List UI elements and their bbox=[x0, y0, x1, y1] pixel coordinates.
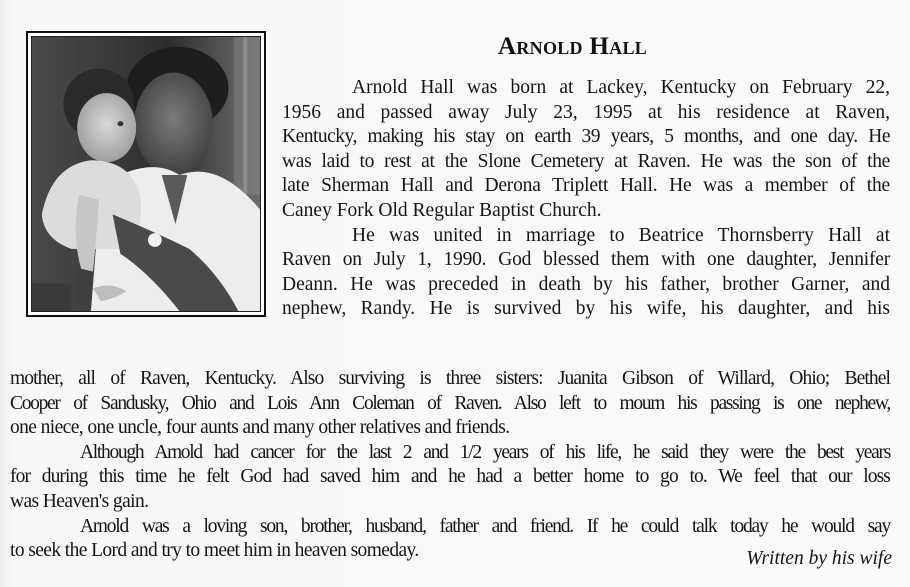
text-line: He was united in marriage to Beatrice Thornsberry Hall at bbox=[352, 224, 890, 246]
text-line: one niece, one uncle, four aunts and many other relatives and friends. bbox=[10, 417, 510, 439]
text-line: Raven on July 1, 1990. God blessed them with one daughter, Jennifer bbox=[282, 249, 890, 271]
portrait-photo bbox=[31, 36, 261, 312]
text-line: Deann. He was preceded in death by his father, brother Garner, and bbox=[282, 273, 890, 295]
text-line: 1956 and passed away July 23, 1995 at his residence at Raven, bbox=[282, 101, 890, 123]
text-line: nephew, Randy. He is survived by his wife, his daughter, and his bbox=[282, 298, 890, 320]
text-line: Although Arnold had cancer for the last 2 and 1/2 years of his life, he said they were the best years bbox=[80, 441, 890, 463]
signature: Written by his wife bbox=[746, 548, 892, 569]
obituary-title: Arnold Hall bbox=[498, 33, 648, 60]
text-line: Kentucky, making his stay on earth 39 years, 5 months, and one day. He bbox=[282, 126, 890, 148]
text-line: Arnold Hall was born at Lackey, Kentucky on February 22, bbox=[352, 77, 890, 98]
obituary-text-bottom bbox=[10, 367, 890, 564]
text-line: Cooper of Sandusky, Ohio and Lois Ann Coleman of Raven. Also left to mourn his passing is one nephew, bbox=[10, 392, 890, 414]
text-line: was laid to rest at the Slone Cemetery at Raven. He was the son of the bbox=[282, 150, 890, 172]
photo-illustration bbox=[32, 37, 260, 311]
text-line: Caney Fork Old Regular Baptist Church. bbox=[282, 199, 602, 221]
text-line: for during this time he felt God had saved him and he had a better home to go to. We feel that our loss bbox=[10, 466, 890, 488]
text-line: was Heaven's gain. bbox=[10, 490, 149, 512]
text-line: late Sherman Hall and Derona Triplett Hall. He was a member of the bbox=[282, 175, 890, 197]
obituary-text-top bbox=[282, 76, 890, 322]
text-line: Arnold was a loving son, brother, husband, father and friend. If he could talk today he would say bbox=[80, 515, 890, 537]
text-line: mother, all of Raven, Kentucky. Also surviving is three sisters: Juanita Gibson of Willard, Ohio; Bethel bbox=[10, 368, 890, 389]
portrait-photo-frame bbox=[26, 31, 266, 317]
text-line: to seek the Lord and try to meet him in heaven someday. bbox=[10, 540, 419, 562]
